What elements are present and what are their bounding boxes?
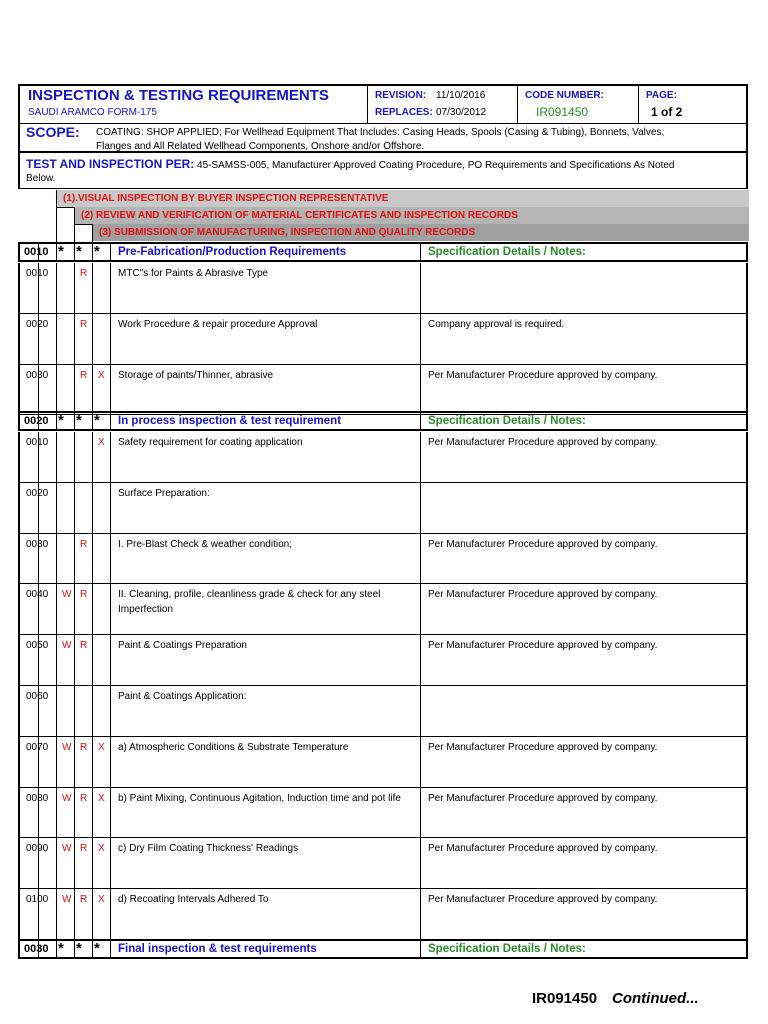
row-rule: [18, 583, 748, 584]
section-star: *: [94, 243, 100, 260]
inspection-mark-w: W: [62, 640, 72, 652]
item-description: Paint & Coatings Preparation: [118, 640, 247, 652]
column-divider: [92, 242, 93, 262]
item-note: Per Manufacturer Procedure approved by company.: [428, 843, 658, 855]
section-star: *: [58, 243, 64, 260]
column-divider: [74, 534, 75, 585]
legend-1: (1).VISUAL INSPECTION BY BUYER INSPECTION REPRESENTATIVE: [63, 193, 389, 204]
spec-details-header: Specification Details / Notes:: [428, 943, 586, 955]
column-divider: [74, 889, 75, 940]
section-star: *: [94, 412, 100, 429]
table-border: [746, 263, 748, 314]
column-divider: [420, 411, 421, 431]
item-number: 0070: [26, 741, 49, 753]
inspection-mark-r: R: [80, 538, 88, 550]
item-number: 0100: [26, 894, 49, 906]
item-number: 0030: [26, 538, 49, 550]
inspection-mark-r: R: [80, 792, 88, 804]
section-code: 0020: [24, 415, 49, 427]
revision-value: 11/10/2016: [436, 90, 486, 101]
table-border: [18, 483, 20, 534]
inspection-mark-r: R: [80, 894, 88, 906]
column-divider: [420, 534, 421, 585]
table-border: [746, 483, 748, 534]
section-rule: [18, 411, 748, 413]
inspection-mark-r: R: [80, 741, 88, 753]
inspection-mark-r: R: [80, 369, 88, 381]
column-divider: [74, 939, 75, 959]
column-divider: [74, 411, 75, 431]
column-divider: [420, 483, 421, 534]
row-rule: [18, 787, 748, 788]
row-rule: [18, 634, 748, 635]
code-number-label: CODE NUMBER:: [525, 90, 604, 101]
table-border: [18, 838, 20, 889]
item-description: II. Cleaning, profile, cleanliness grade & check for any steel: [118, 589, 381, 601]
section-star: *: [58, 940, 64, 957]
column-divider: [56, 939, 57, 959]
column-divider: [74, 788, 75, 839]
column-divider: [74, 635, 75, 686]
column-divider: [74, 483, 75, 534]
section-rule: [18, 260, 748, 262]
table-border: [746, 411, 748, 431]
column-divider: [92, 365, 93, 416]
item-description: Safety requirement for coating application: [118, 437, 303, 448]
column-divider: [110, 939, 111, 959]
row-rule: [18, 482, 748, 483]
column-divider: [56, 432, 57, 483]
column-divider: [74, 686, 75, 737]
column-divider: [110, 432, 111, 483]
column-divider: [92, 686, 93, 737]
section-star: *: [76, 243, 82, 260]
item-note: Per Manufacturer Procedure approved by company.: [428, 894, 658, 906]
legend-2: (2) REVIEW AND VERIFICATION OF MATERIAL CERTIFICATES AND INSPECTION RECORDS: [81, 210, 518, 221]
table-border: [18, 432, 20, 483]
item-number: 0010: [26, 437, 49, 448]
table-border: [18, 939, 20, 959]
table-border: [746, 534, 748, 585]
item-number: 0040: [26, 589, 49, 601]
column-divider: [56, 584, 57, 635]
form-title: INSPECTION & TESTING REQUIREMENTS: [28, 87, 329, 104]
column-divider: [420, 939, 421, 959]
item-number: 0030: [26, 369, 49, 381]
inspection-mark-r: R: [80, 318, 88, 330]
column-divider: [110, 242, 111, 262]
table-border: [746, 314, 748, 365]
inspection-mark-x: X: [98, 894, 105, 906]
item-note: Per Manufacturer Procedure approved by company.: [428, 369, 658, 381]
inspection-mark-r: R: [80, 589, 88, 601]
column-divider: [56, 838, 57, 889]
column-divider: [92, 314, 93, 365]
section-code: 0010: [24, 246, 49, 258]
item-note: Per Manufacturer Procedure approved by company.: [428, 640, 658, 652]
item-number: 0080: [26, 792, 49, 804]
column-divider: [420, 432, 421, 483]
column-divider: [56, 534, 57, 585]
item-description: Storage of paints/Thinner, abrasive: [118, 369, 274, 381]
table-border: [18, 635, 20, 686]
section-rule: [18, 242, 748, 244]
column-divider: [92, 584, 93, 635]
inspection-mark-w: W: [62, 741, 72, 753]
column-divider: [420, 242, 421, 262]
row-rule: [18, 313, 748, 314]
item-number: 0090: [26, 843, 49, 855]
footer-continued: Continued...: [612, 990, 699, 1007]
table-border: [746, 686, 748, 737]
table-border: [18, 534, 20, 585]
column-divider: [56, 788, 57, 839]
column-divider: [56, 889, 57, 940]
table-border: [18, 788, 20, 839]
table-border: [18, 737, 20, 788]
section-rule: [18, 957, 748, 959]
table-border: [18, 584, 20, 635]
column-divider: [92, 939, 93, 959]
column-divider: [74, 365, 75, 416]
table-border: [18, 365, 20, 416]
inspection-mark-w: W: [62, 894, 72, 906]
row-rule: [18, 736, 748, 737]
column-divider: [92, 483, 93, 534]
code-number-value: IR091450: [536, 105, 589, 119]
test-line-2: Below.: [26, 173, 56, 184]
inspection-mark-x: X: [98, 369, 105, 381]
section-code: 0030: [24, 943, 49, 955]
table-border: [746, 365, 748, 416]
replaces-value: 07/30/2012: [436, 107, 487, 118]
column-divider: [56, 365, 57, 416]
table-border: [746, 635, 748, 686]
row-rule: [18, 533, 748, 534]
column-divider: [56, 411, 57, 431]
item-number: 0010: [26, 268, 49, 279]
row-rule: [18, 685, 748, 686]
table-border: [746, 242, 748, 262]
inspection-mark-x: X: [98, 437, 105, 448]
inspection-mark-w: W: [62, 792, 72, 804]
column-divider: [56, 242, 57, 262]
column-divider: [110, 584, 111, 635]
item-note: Company approval is required.: [428, 318, 565, 330]
column-divider: [56, 737, 57, 788]
item-note: Per Manufacturer Procedure approved by company.: [428, 792, 658, 804]
column-divider: [74, 242, 75, 262]
scope-line-1: COATING: SHOP APPLIED; For Wellhead Equipment That Includes: Casing Heads, Spools (Casing & Tubing), Bonnets, Valves,: [96, 127, 665, 138]
inspection-mark-x: X: [98, 741, 105, 753]
item-description: c) Dry Film Coating Thickness' Readings: [118, 843, 299, 855]
column-divider: [92, 534, 93, 585]
table-border: [18, 242, 20, 262]
column-divider: [92, 737, 93, 788]
column-divider: [420, 584, 421, 635]
inspection-mark-r: R: [80, 640, 88, 652]
table-border: [746, 939, 748, 959]
section-star: *: [76, 940, 82, 957]
column-divider: [92, 411, 93, 431]
table-border: [746, 889, 748, 940]
inspection-mark-r: R: [80, 843, 88, 855]
column-divider: [92, 889, 93, 940]
column-divider: [420, 314, 421, 365]
item-note: Per Manufacturer Procedure approved by company.: [428, 741, 658, 753]
legend-3: (3) SUBMISSION OF MANUFACTURING, INSPECTION AND QUALITY RECORDS: [99, 227, 476, 238]
item-description-cont: Imperfection: [118, 604, 174, 616]
table-border: [746, 432, 748, 483]
column-divider: [420, 788, 421, 839]
scope-label: SCOPE:: [26, 124, 80, 140]
section-star: *: [76, 412, 82, 429]
column-divider: [110, 411, 111, 431]
column-divider: [92, 635, 93, 686]
row-rule: [18, 888, 748, 889]
column-divider: [56, 314, 57, 365]
column-divider: [420, 889, 421, 940]
column-divider: [74, 838, 75, 889]
item-number: 0050: [26, 640, 49, 652]
column-divider: [110, 889, 111, 940]
section-rule: [18, 939, 748, 941]
page-value: 1 of 2: [651, 105, 683, 119]
table-border: [18, 314, 20, 365]
table-border: [18, 263, 20, 314]
table-border: [746, 788, 748, 839]
column-divider: [420, 686, 421, 737]
column-divider: [110, 483, 111, 534]
section-star: *: [94, 940, 100, 957]
column-divider: [92, 432, 93, 483]
column-divider: [420, 737, 421, 788]
table-border: [746, 737, 748, 788]
column-divider: [92, 788, 93, 839]
column-divider: [420, 365, 421, 416]
inspection-mark-x: X: [98, 843, 105, 855]
column-divider: [56, 635, 57, 686]
item-number: 0020: [26, 487, 49, 499]
test-label: TEST AND INSPECTION PER:: [26, 157, 195, 171]
item-number: 0060: [26, 691, 49, 702]
column-divider: [74, 314, 75, 365]
item-note: Per Manufacturer Procedure approved by company.: [428, 437, 658, 448]
column-divider: [110, 635, 111, 686]
section-rule: [18, 429, 748, 431]
test-text-1: 45-SAMSS-005, Manufacturer Approved Coating Procedure, PO Requirements and Specifications As Noted: [194, 160, 675, 171]
column-divider: [110, 263, 111, 314]
column-divider: [56, 686, 57, 737]
section-star: *: [58, 412, 64, 429]
column-divider: [420, 263, 421, 314]
form-number: SAUDI ARAMCO FORM-175: [28, 107, 157, 118]
replaces-label: REPLACES:: [375, 107, 433, 118]
table-border: [18, 411, 20, 431]
item-description: Surface Preparation:: [118, 487, 210, 499]
table-border: [746, 584, 748, 635]
table-border: [746, 838, 748, 889]
item-note: Per Manufacturer Procedure approved by company.: [428, 538, 658, 550]
section-title: In process inspection & test requirement: [118, 415, 342, 427]
column-divider: [420, 635, 421, 686]
spec-details-header: Specification Details / Notes:: [428, 246, 586, 258]
column-divider: [74, 584, 75, 635]
column-divider: [110, 838, 111, 889]
column-divider: [74, 737, 75, 788]
column-divider: [74, 432, 75, 483]
column-divider: [92, 838, 93, 889]
item-description: d) Recoating Intervals Adhered To: [118, 894, 269, 906]
item-description: MTC"s for Paints & Abrasive Type: [118, 268, 269, 279]
spec-details-header: Specification Details / Notes:: [428, 415, 586, 427]
inspection-mark-r: R: [80, 268, 88, 279]
item-number: 0020: [26, 318, 49, 330]
column-divider: [110, 365, 111, 416]
item-description: a) Atmospheric Conditions & Substrate Temperature: [118, 741, 349, 753]
footer-code: IR091450: [532, 990, 598, 1007]
table-border: [18, 686, 20, 737]
column-divider: [110, 534, 111, 585]
column-divider: [56, 483, 57, 534]
row-rule: [18, 837, 748, 838]
inspection-mark-w: W: [62, 589, 72, 601]
column-divider: [420, 838, 421, 889]
column-divider: [92, 263, 93, 314]
column-divider: [110, 314, 111, 365]
column-divider: [74, 263, 75, 314]
item-description: Paint & Coatings Application:: [118, 691, 247, 702]
column-divider: [110, 788, 111, 839]
section-title: Final inspection & test requirements: [118, 943, 317, 955]
revision-label: REVISION:: [375, 90, 427, 101]
table-border: [18, 889, 20, 940]
item-note: Per Manufacturer Procedure approved by company.: [428, 589, 658, 601]
column-divider: [56, 263, 57, 314]
item-description: I. Pre-Blast Check & weather condition;: [118, 538, 292, 550]
inspection-mark-x: X: [98, 792, 105, 804]
scope-line-2: Flanges and All Related Wellhead Components, Onshore and/or Offshore.: [96, 141, 425, 152]
column-divider: [110, 686, 111, 737]
inspection-mark-w: W: [62, 843, 72, 855]
page-label: PAGE:: [646, 90, 677, 101]
section-title: Pre-Fabrication/Production Requirements: [118, 246, 347, 258]
item-description: b) Paint Mixing, Continuous Agitation, Induction time and pot life: [118, 792, 401, 804]
item-description: Work Procedure & repair procedure Approval: [118, 318, 318, 330]
row-rule: [18, 364, 748, 365]
column-divider: [110, 737, 111, 788]
